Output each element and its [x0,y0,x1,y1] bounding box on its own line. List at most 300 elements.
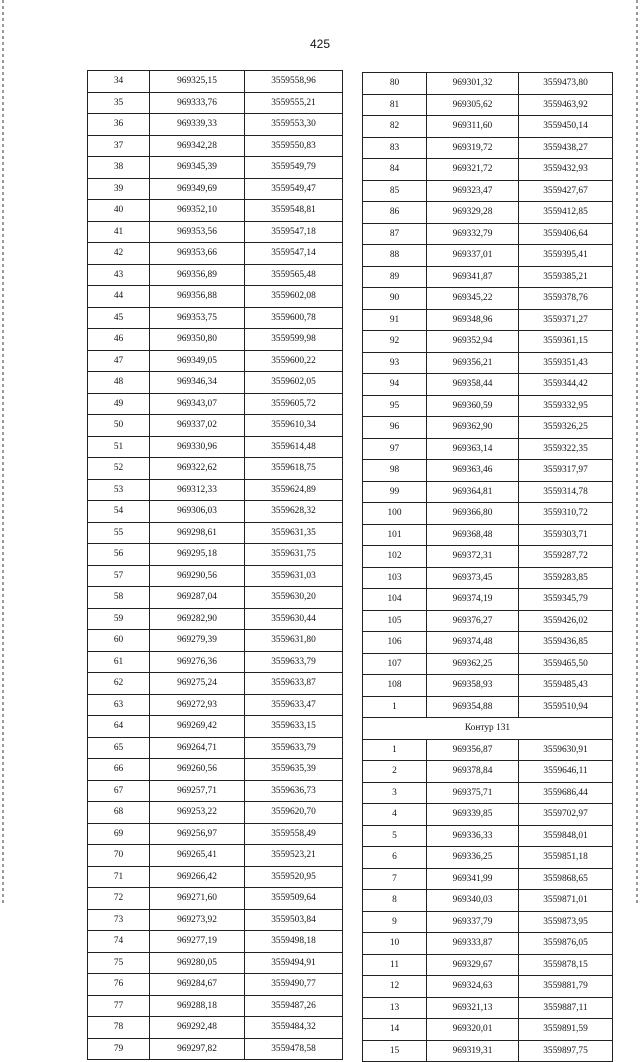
y-coordinate: 3559871,01 [519,890,613,912]
point-number: 45 [88,307,150,329]
y-coordinate: 3559314,78 [519,481,613,503]
table-row [88,200,343,222]
y-coordinate: 3559310,72 [519,503,613,525]
table-row [363,610,613,632]
x-coordinate: 969276,36 [150,651,245,673]
table-row [88,974,343,996]
x-coordinate: 969288,18 [150,995,245,1017]
table-row [88,995,343,1017]
table-row [363,1019,613,1041]
x-coordinate: 969323,47 [427,180,519,202]
table-row [88,458,343,480]
table-row [88,307,343,329]
y-coordinate: 3559283,85 [519,567,613,589]
point-number: 89 [363,266,427,288]
table-row [363,997,613,1019]
y-coordinate: 3559395,41 [519,245,613,267]
table-row [88,286,343,308]
point-number: 104 [363,589,427,611]
point-number: 46 [88,329,150,351]
table-row [88,673,343,695]
y-coordinate: 3559378,76 [519,288,613,310]
y-coordinate: 3559602,08 [245,286,343,308]
x-coordinate: 969356,87 [427,739,519,761]
table-row [88,952,343,974]
x-coordinate: 969306,03 [150,501,245,523]
x-coordinate: 969329,28 [427,202,519,224]
x-coordinate: 969356,21 [427,352,519,374]
y-coordinate: 3559636,73 [245,780,343,802]
point-number: 80 [363,73,427,95]
table-row [88,694,343,716]
x-coordinate: 969346,34 [150,372,245,394]
x-coordinate: 969362,90 [427,417,519,439]
point-number: 57 [88,565,150,587]
y-coordinate: 3559484,32 [245,1017,343,1039]
y-coordinate: 3559450,14 [519,116,613,138]
point-number: 49 [88,393,150,415]
point-number: 7 [363,868,427,890]
table-row [88,436,343,458]
y-coordinate: 3559547,14 [245,243,343,265]
x-coordinate: 969277,19 [150,931,245,953]
point-number: 50 [88,415,150,437]
table-row [363,868,613,890]
point-number: 101 [363,524,427,546]
contour-caption-row [363,718,613,740]
point-number: 74 [88,931,150,953]
point-number: 15 [363,1040,427,1062]
point-number: 87 [363,223,427,245]
point-number: 79 [88,1038,150,1060]
point-number: 64 [88,716,150,738]
point-number: 97 [363,438,427,460]
x-coordinate: 969339,85 [427,804,519,826]
x-coordinate: 969353,75 [150,307,245,329]
point-number: 62 [88,673,150,695]
table-row [363,159,613,181]
y-coordinate: 3559487,26 [245,995,343,1017]
point-number: 85 [363,180,427,202]
point-number: 47 [88,350,150,372]
x-coordinate: 969273,92 [150,909,245,931]
table-row [88,780,343,802]
x-coordinate: 969284,67 [150,974,245,996]
table-row [363,675,613,697]
point-number: 96 [363,417,427,439]
x-coordinate: 969374,19 [427,589,519,611]
point-number: 11 [363,954,427,976]
point-number: 55 [88,522,150,544]
x-coordinate: 969253,22 [150,802,245,824]
table-row [363,266,613,288]
table-row [88,630,343,652]
table-row [363,395,613,417]
x-coordinate: 969350,80 [150,329,245,351]
x-coordinate: 969345,39 [150,157,245,179]
point-number: 3 [363,782,427,804]
y-coordinate: 3559553,30 [245,114,343,136]
x-coordinate: 969333,87 [427,933,519,955]
table-row [363,460,613,482]
y-coordinate: 3559498,18 [245,931,343,953]
x-coordinate: 969341,99 [427,868,519,890]
x-coordinate: 969341,87 [427,266,519,288]
table-row [88,114,343,136]
y-coordinate: 3559371,27 [519,309,613,331]
x-coordinate: 969363,14 [427,438,519,460]
x-coordinate: 969353,56 [150,221,245,243]
x-coordinate: 969354,88 [427,696,519,718]
point-number: 38 [88,157,150,179]
y-coordinate: 3559631,03 [245,565,343,587]
y-coordinate: 3559633,79 [245,737,343,759]
x-coordinate: 969340,03 [427,890,519,912]
table-row [88,866,343,888]
point-number: 91 [363,309,427,331]
y-coordinate: 3559630,91 [519,739,613,761]
point-number: 103 [363,567,427,589]
point-number: 9 [363,911,427,933]
point-number: 48 [88,372,150,394]
point-number: 84 [363,159,427,181]
table-row [363,696,613,718]
point-number: 100 [363,503,427,525]
left-edge [2,0,4,905]
x-coordinate: 969269,42 [150,716,245,738]
point-number: 37 [88,135,150,157]
page-number: 425 [309,37,331,51]
table-row [88,608,343,630]
table-row [88,264,343,286]
point-number: 40 [88,200,150,222]
point-number: 107 [363,653,427,675]
y-coordinate: 3559549,47 [245,178,343,200]
table-row [363,438,613,460]
y-coordinate: 3559876,05 [519,933,613,955]
table-row [363,524,613,546]
y-coordinate: 3559881,79 [519,976,613,998]
table-row [88,522,343,544]
point-number: 67 [88,780,150,802]
table-row [363,202,613,224]
table-row [88,1017,343,1039]
y-coordinate: 3559548,81 [245,200,343,222]
table-row [88,544,343,566]
point-number: 61 [88,651,150,673]
y-coordinate: 3559473,80 [519,73,613,95]
x-coordinate: 969271,60 [150,888,245,910]
x-coordinate: 969337,01 [427,245,519,267]
y-coordinate: 3559555,21 [245,92,343,114]
x-coordinate: 969376,27 [427,610,519,632]
x-coordinate: 969305,62 [427,94,519,116]
x-coordinate: 969322,62 [150,458,245,480]
table-row [363,180,613,202]
point-number: 5 [363,825,427,847]
point-number: 82 [363,116,427,138]
y-coordinate: 3559614,48 [245,436,343,458]
table-row [363,374,613,396]
coordinates-table-left [87,70,343,1060]
point-number: 36 [88,114,150,136]
y-coordinate: 3559702,97 [519,804,613,826]
y-coordinate: 3559633,87 [245,673,343,695]
y-coordinate: 3559436,85 [519,632,613,654]
table-row [88,479,343,501]
table-row [88,565,343,587]
y-coordinate: 3559438,27 [519,137,613,159]
y-coordinate: 3559602,05 [245,372,343,394]
table-row [363,1040,613,1062]
x-coordinate: 969297,82 [150,1038,245,1060]
table-row [88,221,343,243]
y-coordinate: 3559686,44 [519,782,613,804]
x-coordinate: 969266,42 [150,866,245,888]
point-number: 86 [363,202,427,224]
y-coordinate: 3559887,11 [519,997,613,1019]
x-coordinate: 969373,45 [427,567,519,589]
point-number: 81 [363,94,427,116]
table-row [363,137,613,159]
x-coordinate: 969290,56 [150,565,245,587]
x-coordinate: 969325,15 [150,71,245,93]
x-coordinate: 969256,97 [150,823,245,845]
y-coordinate: 3559897,75 [519,1040,613,1062]
x-coordinate: 969363,46 [427,460,519,482]
point-number: 72 [88,888,150,910]
y-coordinate: 3559646,11 [519,761,613,783]
table-row [88,157,343,179]
x-coordinate: 969257,71 [150,780,245,802]
point-number: 1 [363,696,427,718]
x-coordinate: 969352,10 [150,200,245,222]
table-row [88,909,343,931]
contour-caption: Контур 131 [363,718,613,740]
x-coordinate: 969333,76 [150,92,245,114]
point-number: 10 [363,933,427,955]
y-coordinate: 3559303,71 [519,524,613,546]
y-coordinate: 3559558,49 [245,823,343,845]
x-coordinate: 969280,05 [150,952,245,974]
point-number: 88 [363,245,427,267]
table-row [88,501,343,523]
y-coordinate: 3559631,35 [245,522,343,544]
x-coordinate: 969301,32 [427,73,519,95]
point-number: 94 [363,374,427,396]
y-coordinate: 3559635,39 [245,759,343,781]
x-coordinate: 969324,63 [427,976,519,998]
x-coordinate: 969337,02 [150,415,245,437]
table-row [363,245,613,267]
table-row [363,417,613,439]
point-number: 34 [88,71,150,93]
point-number: 76 [88,974,150,996]
y-coordinate: 3559547,18 [245,221,343,243]
point-number: 65 [88,737,150,759]
y-coordinate: 3559432,93 [519,159,613,181]
x-coordinate: 969368,48 [427,524,519,546]
table-row [88,845,343,867]
y-coordinate: 3559361,15 [519,331,613,353]
y-coordinate: 3559523,21 [245,845,343,867]
table-row [88,372,343,394]
x-coordinate: 969356,88 [150,286,245,308]
y-coordinate: 3559633,15 [245,716,343,738]
table-row [363,954,613,976]
point-number: 75 [88,952,150,974]
table-row [88,329,343,351]
x-coordinate: 969349,05 [150,350,245,372]
table-row [363,653,613,675]
point-number: 70 [88,845,150,867]
point-number: 52 [88,458,150,480]
right-edge [636,0,638,905]
point-number: 92 [363,331,427,353]
y-coordinate: 3559620,70 [245,802,343,824]
y-coordinate: 3559490,77 [245,974,343,996]
point-number: 93 [363,352,427,374]
table-row [363,911,613,933]
point-number: 35 [88,92,150,114]
table-row [363,352,613,374]
x-coordinate: 969339,33 [150,114,245,136]
point-number: 39 [88,178,150,200]
x-coordinate: 969358,93 [427,675,519,697]
point-number: 83 [363,137,427,159]
y-coordinate: 3559385,21 [519,266,613,288]
point-number: 53 [88,479,150,501]
table-row [88,823,343,845]
x-coordinate: 969366,80 [427,503,519,525]
y-coordinate: 3559351,43 [519,352,613,374]
x-coordinate: 969275,24 [150,673,245,695]
point-number: 13 [363,997,427,1019]
table-row [88,350,343,372]
x-coordinate: 969352,94 [427,331,519,353]
table-row [363,890,613,912]
table-row [88,737,343,759]
point-number: 4 [363,804,427,826]
x-coordinate: 969342,28 [150,135,245,157]
y-coordinate: 3559478,58 [245,1038,343,1060]
x-coordinate: 969260,56 [150,759,245,781]
point-number: 108 [363,675,427,697]
point-number: 95 [363,395,427,417]
y-coordinate: 3559322,35 [519,438,613,460]
table-row [363,567,613,589]
x-coordinate: 969272,93 [150,694,245,716]
y-coordinate: 3559549,79 [245,157,343,179]
y-coordinate: 3559565,48 [245,264,343,286]
table-row [363,632,613,654]
y-coordinate: 3559485,43 [519,675,613,697]
point-number: 58 [88,587,150,609]
x-coordinate: 969319,72 [427,137,519,159]
y-coordinate: 3559558,96 [245,71,343,93]
x-coordinate: 969312,33 [150,479,245,501]
table-row [363,73,613,95]
table-row [88,888,343,910]
y-coordinate: 3559633,47 [245,694,343,716]
y-coordinate: 3559463,92 [519,94,613,116]
point-number: 90 [363,288,427,310]
y-coordinate: 3559868,65 [519,868,613,890]
y-coordinate: 3559317,97 [519,460,613,482]
y-coordinate: 3559503,84 [245,909,343,931]
table-row [363,309,613,331]
x-coordinate: 969372,31 [427,546,519,568]
table-row [363,739,613,761]
point-number: 99 [363,481,427,503]
x-coordinate: 969374,48 [427,632,519,654]
x-coordinate: 969336,33 [427,825,519,847]
x-coordinate: 969360,59 [427,395,519,417]
table-row [88,1038,343,1060]
table-row [363,481,613,503]
point-number: 71 [88,866,150,888]
table-row [88,651,343,673]
point-number: 51 [88,436,150,458]
y-coordinate: 3559326,25 [519,417,613,439]
x-coordinate: 969292,48 [150,1017,245,1039]
x-coordinate: 969353,66 [150,243,245,265]
x-coordinate: 969320,01 [427,1019,519,1041]
point-number: 63 [88,694,150,716]
point-number: 6 [363,847,427,869]
table-row [88,931,343,953]
table-row [363,331,613,353]
table-row [88,135,343,157]
y-coordinate: 3559873,95 [519,911,613,933]
x-coordinate: 969362,25 [427,653,519,675]
table-row [363,976,613,998]
point-number: 106 [363,632,427,654]
x-coordinate: 969375,71 [427,782,519,804]
y-coordinate: 3559427,67 [519,180,613,202]
y-coordinate: 3559494,91 [245,952,343,974]
table-row [88,802,343,824]
x-coordinate: 969321,13 [427,997,519,1019]
table-row [363,116,613,138]
table-row [88,759,343,781]
table-row [363,589,613,611]
table-row [88,92,343,114]
table-row [88,71,343,93]
y-coordinate: 3559851,18 [519,847,613,869]
x-coordinate: 969282,90 [150,608,245,630]
table-row [363,933,613,955]
x-coordinate: 969330,96 [150,436,245,458]
y-coordinate: 3559600,78 [245,307,343,329]
table-row [88,393,343,415]
x-coordinate: 969329,67 [427,954,519,976]
table-row [88,243,343,265]
y-coordinate: 3559510,94 [519,696,613,718]
point-number: 56 [88,544,150,566]
x-coordinate: 969298,61 [150,522,245,544]
point-number: 12 [363,976,427,998]
y-coordinate: 3559550,83 [245,135,343,157]
y-coordinate: 3559332,95 [519,395,613,417]
table-row [88,415,343,437]
point-number: 102 [363,546,427,568]
y-coordinate: 3559426,02 [519,610,613,632]
point-number: 2 [363,761,427,783]
x-coordinate: 969311,60 [427,116,519,138]
y-coordinate: 3559344,42 [519,374,613,396]
table-row [88,178,343,200]
